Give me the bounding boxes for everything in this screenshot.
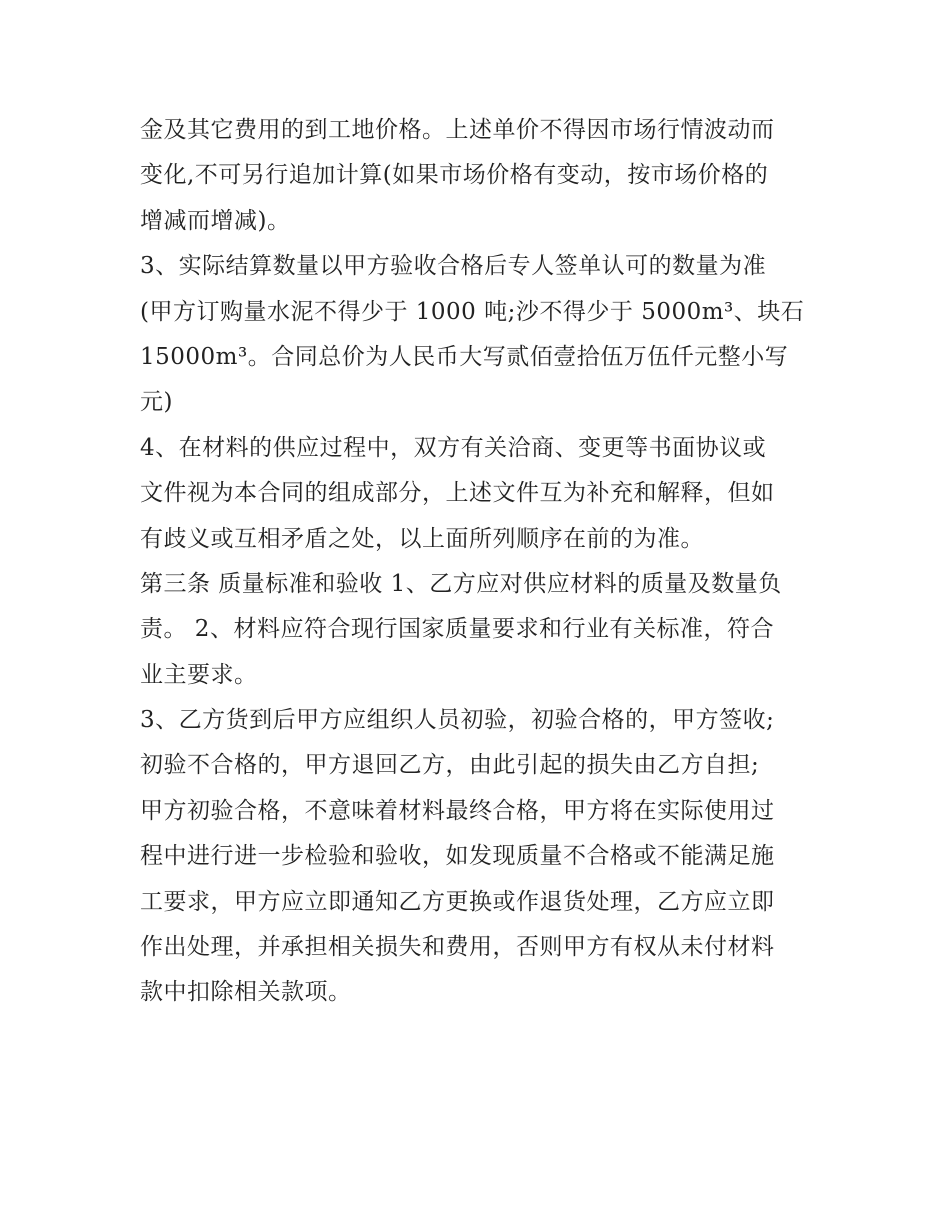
text-line: 文件视为本合同的组成部分，上述文件互为补充和解释，但如	[140, 480, 775, 507]
contract-text-body	[140, 108, 812, 1016]
text-line: 作出处理，并承担相关损失和费用，否则甲方有权从未付材料	[140, 934, 775, 961]
text-line: 程中进行进一步检验和验收，如发现质量不合格或不能满足施	[140, 843, 775, 870]
text-line: 3、实际结算数量以甲方验收合格后专人签单认可的数量为准	[140, 253, 767, 280]
text-line: 金及其它费用的到工地价格。上述单价不得因市场行情波动而	[140, 117, 775, 143]
text-line: 有歧义或互相矛盾之处，以上面所列顺序在前的为准。	[140, 525, 704, 552]
text-line: 变化,不可另行追加计算(如果市场价格有变动，按市场价格的	[140, 162, 769, 189]
text-line: 4、在材料的供应过程中，双方有关洽商、变更等书面协议或	[140, 434, 767, 461]
text-line: 业主要求。	[140, 661, 258, 688]
text-line: 初验不合格的，甲方退回乙方，由此引起的损失由乙方自担;	[140, 752, 760, 779]
text-line: 增减而增减)。	[140, 207, 291, 234]
text-line: 责。 2、材料应符合现行国家质量要求和行业有关标准，符合	[140, 616, 774, 643]
text-line: 甲方初验合格，不意味着材料最终合格，甲方将在实际使用过	[140, 797, 775, 824]
text-line: 第三条 质量标准和验收 1、乙方应对供应材料的质量及数量负	[140, 570, 782, 597]
text-line: 元)	[140, 389, 173, 416]
text-line: 工要求，甲方应立即通知乙方更换或作退货处理，乙方应立即	[140, 888, 775, 915]
text-line: 3、乙方货到后甲方应组织人员初验，初验合格的，甲方签收;	[140, 707, 775, 734]
text-line: (甲方订购量水泥不得少于 1000 吨;沙不得少于 5000m³、块石	[140, 298, 805, 325]
text-line: 15000m³。合同总价为人民币大写贰佰壹拾伍万伍仟元整小写	[140, 343, 789, 370]
text-line: 款中扣除相关款项。	[140, 979, 352, 1006]
